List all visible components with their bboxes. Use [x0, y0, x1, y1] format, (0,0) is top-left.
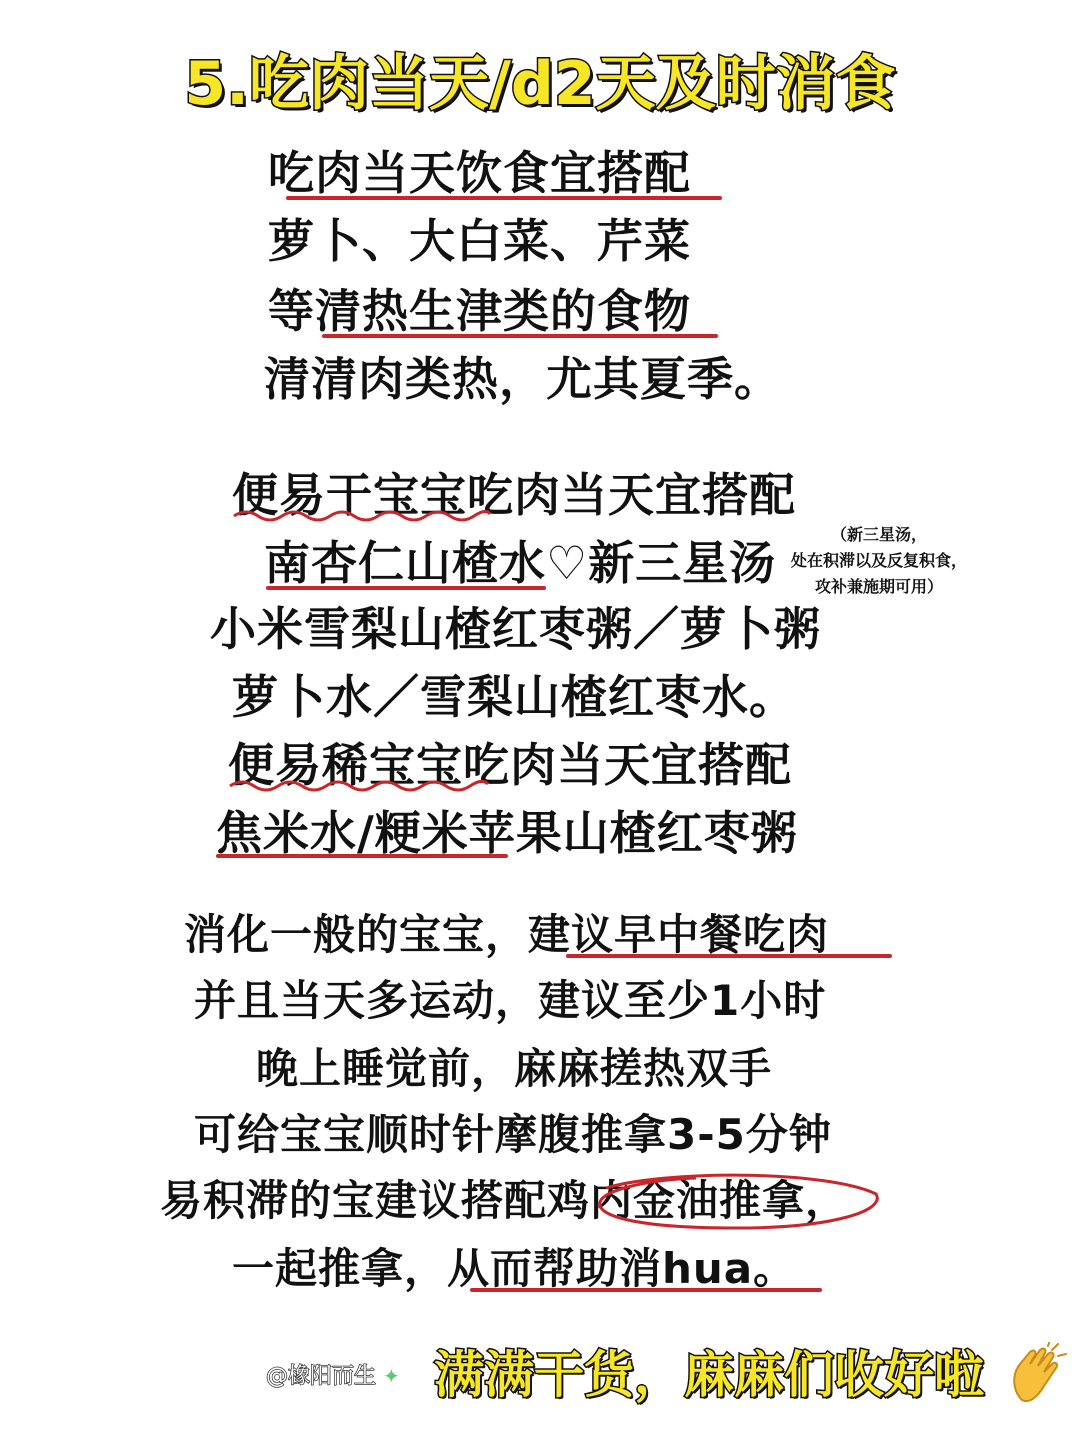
author-handle	[266, 1356, 400, 1396]
section3-line-1: 消化一般的宝宝，建议早中餐吃肉	[184, 910, 830, 959]
side-note-line-1: （新三星汤，	[830, 525, 927, 544]
side-note-line-2: 处在积滞以及反复积食，	[790, 551, 967, 570]
section1-line-2: 萝卜、大白菜、芹菜	[268, 214, 691, 268]
section2-underline-2	[266, 586, 546, 590]
section3-line-3: 晚上睡觉前，麻麻搓热双手	[256, 1044, 773, 1093]
section2-wavy-underline-1	[232, 506, 492, 522]
side-note	[772, 522, 986, 600]
section2-line-6: 焦米水/粳米苹果山楂红枣粥	[216, 806, 798, 860]
section2-wavy-underline-5	[228, 776, 490, 792]
section3-underline-1	[566, 954, 892, 958]
section2-line-2: 南杏仁山楂水♡新三星汤	[264, 536, 777, 590]
clapping-hands-icon	[1008, 1342, 1068, 1406]
sparkle-icon: ✦	[383, 1364, 400, 1388]
footer-cta: 满满干货，麻麻们收好啦	[434, 1346, 984, 1404]
section2-line-4: 萝卜水／雪梨山楂红枣水。	[232, 670, 796, 724]
section3-line-6: 一起推拿，从而帮助消hua。	[232, 1244, 797, 1293]
section3-circle-highlight	[586, 1166, 886, 1238]
page-title: 5.吃肉当天/d2天及时消食	[184, 49, 896, 119]
section1-line-4: 清清肉类热，尤其夏季。	[264, 352, 781, 406]
section1-underline-3	[322, 334, 718, 338]
side-note-line-3: 攻补兼施期可用）	[814, 577, 943, 596]
section3-line-2: 并且当天多运动，建议至少1小时	[194, 976, 827, 1025]
section2-line-3: 小米雪梨山楂红枣粥／萝卜粥	[210, 602, 821, 656]
section1-underline-1	[286, 196, 722, 200]
section3-line-4: 可给宝宝顺时针摩腹推拿3-5分钟	[194, 1110, 832, 1159]
section1-line-1: 吃肉当天饮食宜搭配	[268, 146, 691, 200]
section2-underline-6	[216, 854, 508, 858]
section3-line-5: 易积滞的宝建议搭配鸡内金油推拿，	[160, 1176, 849, 1225]
section3-underline-6	[470, 1288, 822, 1292]
section2-line-5: 便易稀宝宝吃肉当天宜搭配	[228, 738, 792, 792]
section2-line-1: 便易干宝宝吃肉当天宜搭配	[232, 468, 796, 522]
section1-line-3: 等清热生津类的食物	[268, 284, 691, 338]
author-handle-text: @橡阳而生	[266, 1364, 377, 1389]
